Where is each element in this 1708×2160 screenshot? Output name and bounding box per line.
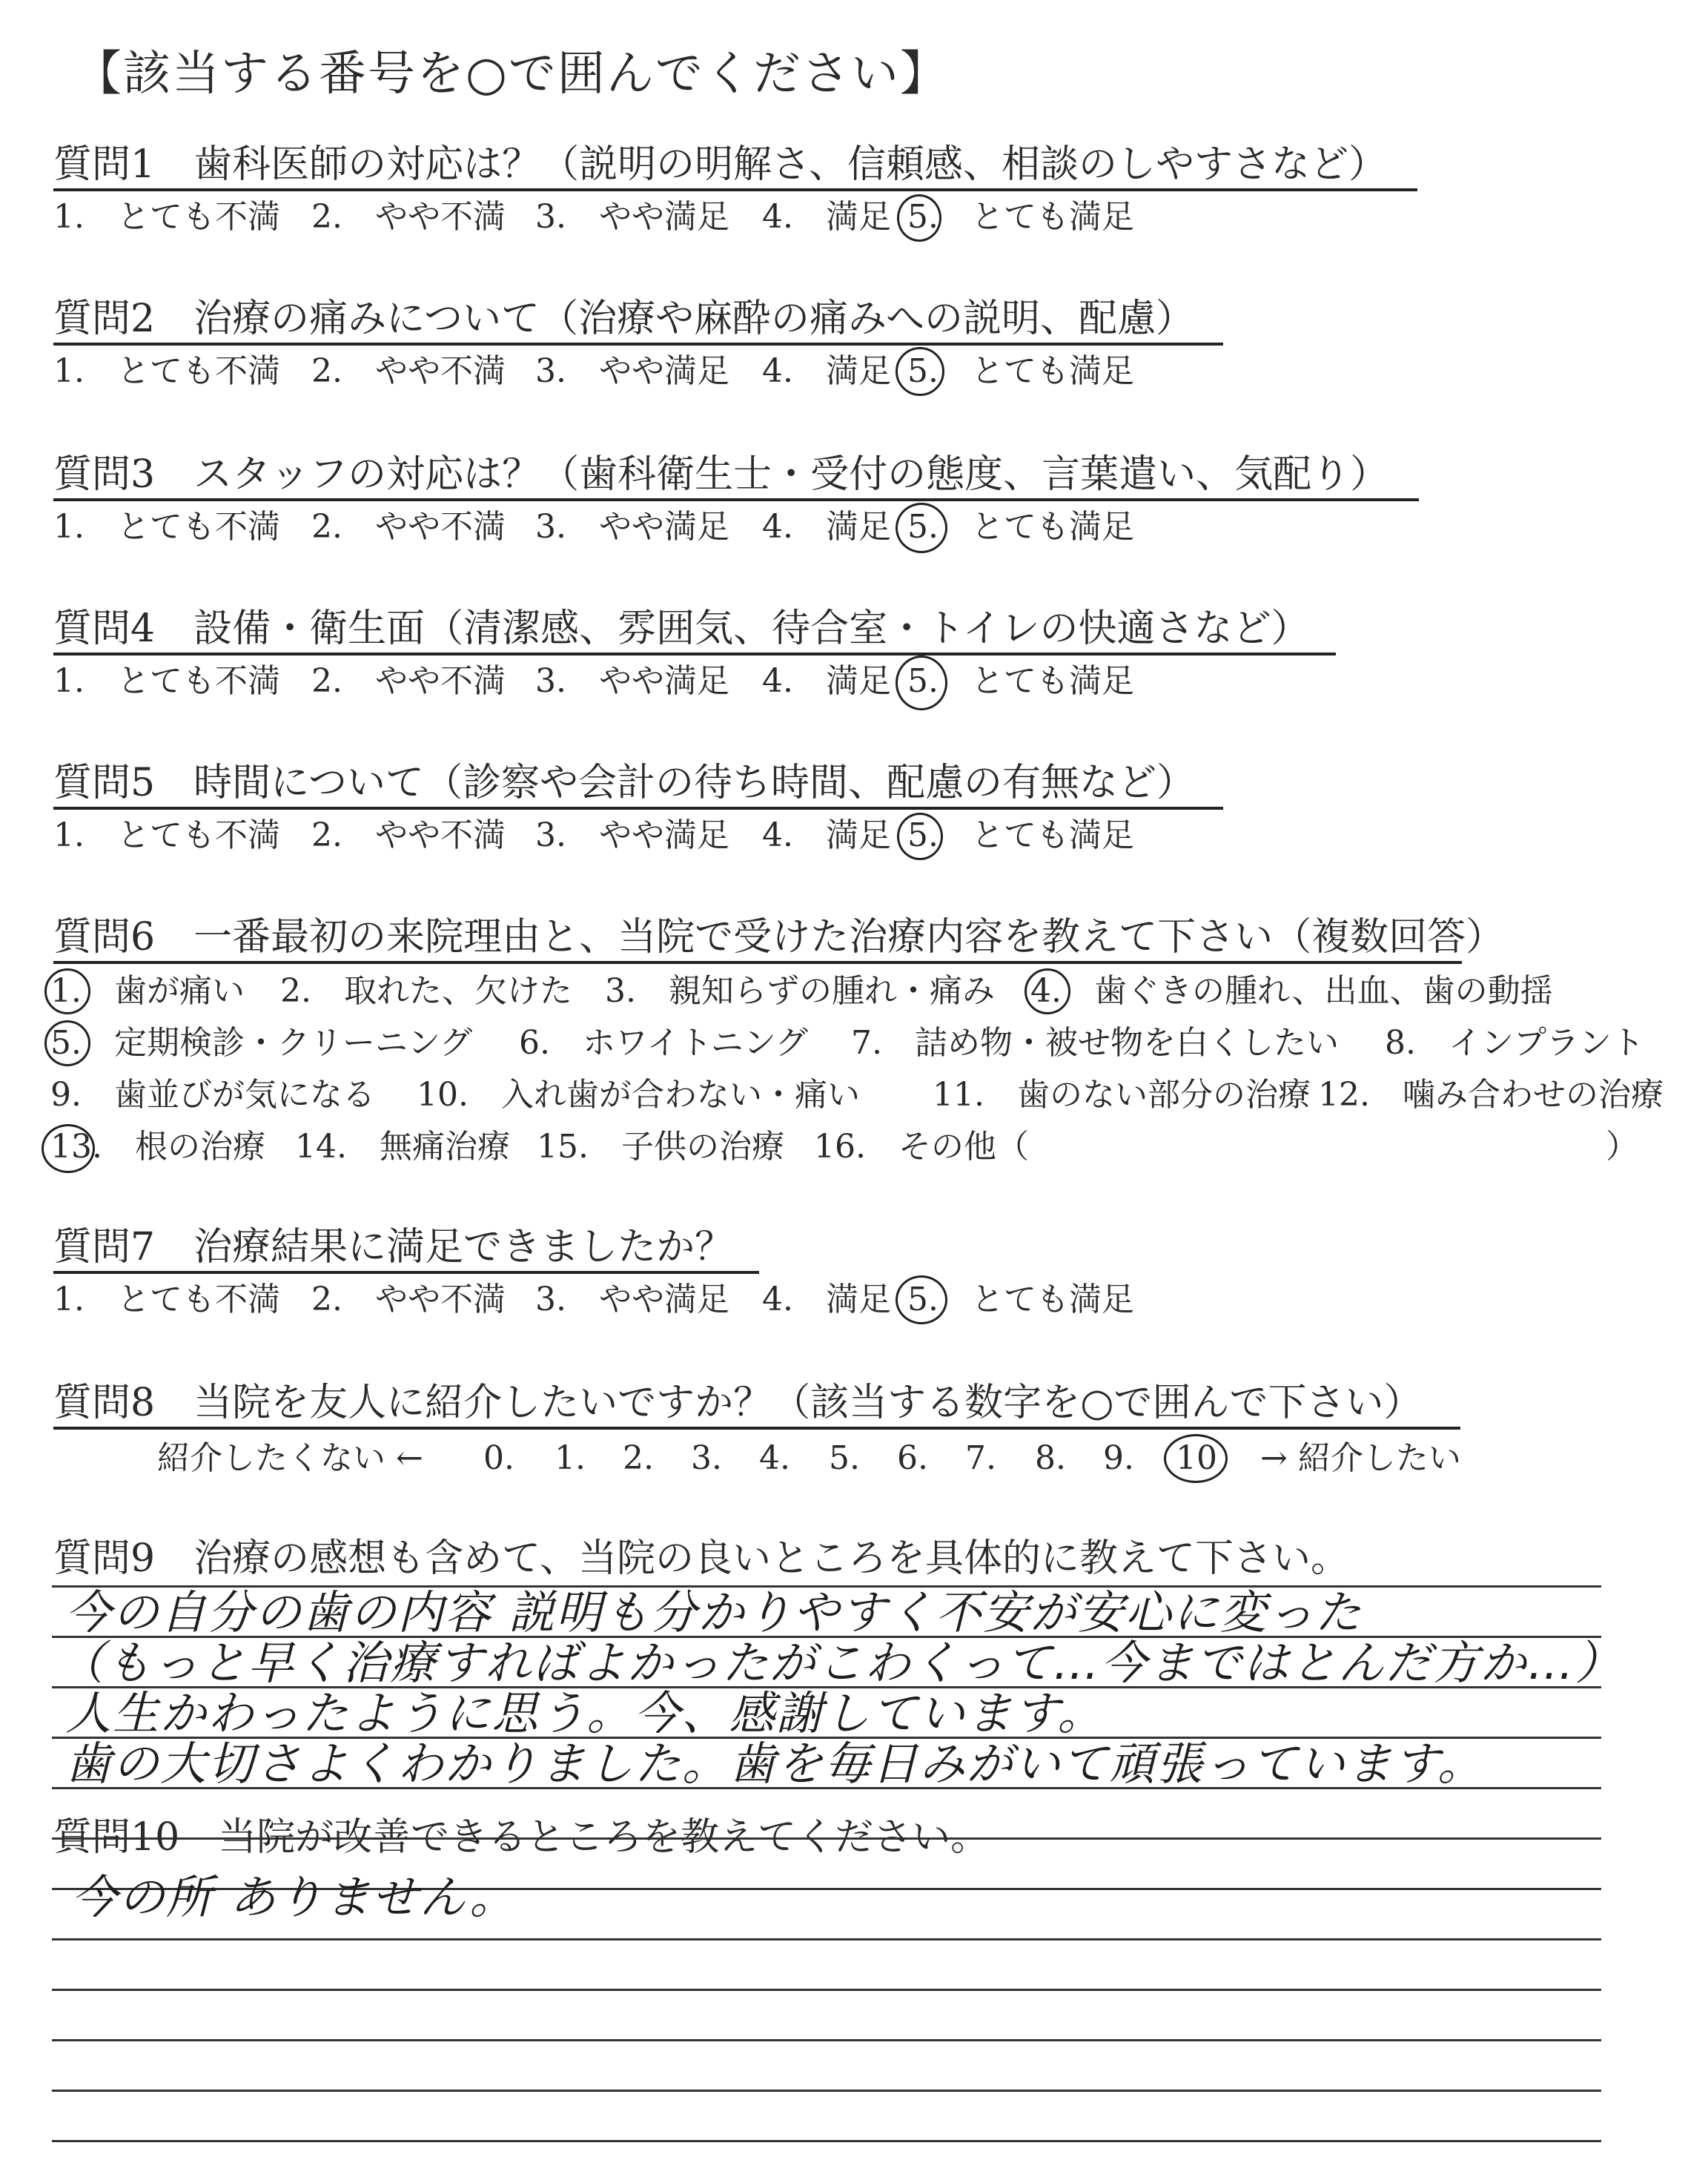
question-7-underline [53, 1271, 759, 1274]
q8-selection-circle [1164, 1434, 1228, 1483]
question-10-title: 質問10 当院が改善できるところを教えてください。 [53, 1815, 990, 1860]
q6-option-13-circle [42, 1124, 95, 1173]
q6-option-4[interactable]: 4. 歯ぐきの腫れ、出血、歯の動揺 [1030, 972, 1553, 1010]
q2-option-1[interactable]: 1. とても不満 [53, 352, 280, 390]
question-6-title: 質問6 一番最初の来院理由と、当院で受けた治療内容を教えて下さい（複数回答） [53, 915, 1505, 960]
q3-option-4[interactable]: 4. 満足 [762, 508, 891, 546]
q1-option-3[interactable]: 3. やや満足 [535, 198, 729, 236]
q8-number-4[interactable]: 4. [759, 1439, 790, 1477]
q9-answer-line [52, 2039, 1601, 2041]
q3-option-2[interactable]: 2. やや不満 [311, 508, 506, 546]
q4-option-4[interactable]: 4. 満足 [762, 662, 891, 700]
q2-option-4[interactable]: 4. 満足 [762, 352, 891, 390]
q8-number-2[interactable]: 2. [623, 1439, 654, 1477]
q8-number-8[interactable]: 8. [1035, 1439, 1066, 1477]
q6-option-15[interactable]: 15. 子供の治療 [537, 1128, 784, 1166]
q2-option-2[interactable]: 2. やや不満 [311, 352, 506, 390]
question-2-title: 質問2 治療の痛みについて（治療や麻酔の痛みへの説明、配慮） [53, 297, 1195, 341]
question-7-title: 質問7 治療結果に満足できましたか？ [53, 1225, 734, 1269]
q8-number-10[interactable]: 10 [1176, 1439, 1217, 1477]
q6-option-3[interactable]: 3. 親知らずの腫れ・痛み [605, 972, 995, 1010]
question-8-title: 質問8 当院を友人に紹介したいですか？（該当する数字を○で囲んで下さい） [53, 1381, 1423, 1425]
q6-option-6[interactable]: 6. ホワイトニング [519, 1024, 809, 1062]
q6-option-9[interactable]: 9. 歯並びが気になる [50, 1076, 375, 1114]
q1-selection-circle [897, 194, 941, 242]
question-6-underline [53, 961, 1462, 964]
q1-option-1[interactable]: 1. とても不満 [53, 198, 280, 236]
q8-number-1[interactable]: 1. [555, 1439, 586, 1477]
question-2-underline [53, 343, 1223, 346]
q8-number-6[interactable]: 6. [897, 1439, 928, 1477]
q6-option-16[interactable]: 16. その他（ [814, 1128, 1029, 1166]
q7-option-1[interactable]: 1. とても不満 [53, 1281, 280, 1318]
q4-option-3[interactable]: 3. やや満足 [535, 662, 729, 700]
q7-selection-circle [896, 1275, 947, 1324]
q3-option-3[interactable]: 3. やや満足 [535, 508, 729, 546]
q6-option-12[interactable]: 12. 噛み合わせの治療 [1318, 1076, 1664, 1114]
q5-option-1[interactable]: 1. とても不満 [53, 816, 280, 854]
q6-option-1-circle [44, 968, 90, 1014]
q9-answer-line [52, 2090, 1601, 2092]
q7-option-2[interactable]: 2. やや不満 [311, 1281, 506, 1318]
q1-option-5[interactable]: 5. とても満足 [907, 198, 1134, 236]
q3-selection-circle [896, 503, 947, 553]
q8-number-0[interactable]: 0. [483, 1439, 514, 1477]
q3-option-5[interactable]: 5. とても満足 [907, 508, 1134, 546]
q9-handwritten-line-4: 歯の大切さよくわかりました。歯を毎日みがいて頑張っています。 [65, 1737, 1486, 1791]
q6-other-close-paren: ） [1606, 1128, 1638, 1166]
q5-option-2[interactable]: 2. やや不満 [311, 816, 506, 854]
q5-option-4[interactable]: 4. 満足 [762, 816, 891, 854]
q8-number-7[interactable]: 7. [965, 1439, 996, 1477]
question-9-title: 質問9 治療の感想も含めて、当院の良いところを具体的に教えて下さい。 [53, 1536, 1350, 1581]
q6-option-2[interactable]: 2. 取れた、欠けた [280, 972, 572, 1010]
q5-option-5[interactable]: 5. とても満足 [907, 816, 1134, 854]
q6-option-13[interactable]: 13. 根の治療 [50, 1128, 265, 1166]
q9-handwritten-line-1: 今の自分の歯の内容 説明も分かりやすく不安が安心に変った [65, 1585, 1363, 1639]
q5-selection-circle [897, 813, 943, 860]
question-3-title: 質問3 スタッフの対応は？（歯科衛生士・受付の態度、言葉遣い、気配り） [53, 452, 1389, 497]
q4-option-2[interactable]: 2. やや不満 [311, 662, 506, 700]
q8-number-3[interactable]: 3. [691, 1439, 722, 1477]
q6-option-7[interactable]: 7. 詰め物・被せ物を白くしたい [851, 1024, 1339, 1062]
q2-selection-circle [896, 347, 944, 396]
q6-option-5-circle [44, 1020, 90, 1066]
question-1-underline [53, 188, 1417, 191]
q6-option-5[interactable]: 5. 定期検診・クリーニング [50, 1024, 473, 1062]
q1-option-4[interactable]: 4. 満足 [762, 198, 891, 236]
question-5-title: 質問5 時間について（診察や会計の待ち時間、配慮の有無など） [53, 761, 1196, 805]
q7-option-4[interactable]: 4. 満足 [762, 1281, 891, 1318]
q2-option-3[interactable]: 3. やや満足 [535, 352, 729, 390]
q7-option-3[interactable]: 3. やや満足 [535, 1281, 729, 1318]
q8-left-label: 紹介したくない ← [157, 1439, 423, 1477]
q10-handwritten-line-1: 今の所 ありません。 [71, 1870, 517, 1924]
q9-answer-line [52, 2140, 1601, 2142]
q5-option-3[interactable]: 3. やや満足 [535, 816, 729, 854]
q9-handwritten-line-3: 人生かわったように思う。今、感謝しています。 [65, 1686, 1105, 1740]
q1-option-2[interactable]: 2. やや不満 [311, 198, 506, 236]
q9-answer-line [52, 1938, 1601, 1941]
q2-option-5[interactable]: 5. とても満足 [907, 352, 1134, 390]
q9-handwritten-line-2: （もっと早く治療すればよかったがこわくって…今まではとんだ方か…） [58, 1636, 1623, 1690]
question-8-underline [53, 1427, 1460, 1430]
q4-option-1[interactable]: 1. とても不満 [53, 662, 280, 700]
question-4-title: 質問4 設備・衛生面（清潔感、雰囲気、待合室・トイレの快適さなど） [53, 607, 1310, 651]
q8-number-9[interactable]: 9. [1103, 1439, 1134, 1477]
q4-option-5[interactable]: 5. とても満足 [907, 662, 1134, 700]
q6-option-4-circle [1025, 968, 1070, 1014]
question-3-underline [53, 498, 1419, 501]
q6-option-1[interactable]: 1. 歯が痛い [50, 972, 245, 1010]
page-title: 【該当する番号を○で囲んでください】 [74, 47, 949, 102]
q6-option-14[interactable]: 14. 無痛治療 [295, 1128, 510, 1166]
q4-selection-circle [896, 655, 947, 710]
q6-option-10[interactable]: 10. 入れ歯が合わない・痛い [417, 1076, 860, 1114]
q6-option-8[interactable]: 8. インプラント [1385, 1024, 1644, 1062]
question-5-underline [53, 807, 1223, 810]
q7-option-5[interactable]: 5. とても満足 [907, 1281, 1134, 1318]
q6-option-11[interactable]: 11. 歯のない部分の治療 [933, 1076, 1311, 1114]
q8-number-5[interactable]: 5. [829, 1439, 860, 1477]
question-1-title: 質問1 歯科医師の対応は？（説明の明解さ、信頼感、相談のしやすさなど） [53, 142, 1388, 187]
q8-right-label: → 紹介したい [1260, 1439, 1461, 1477]
q9-answer-line [52, 1989, 1601, 1991]
q3-option-1[interactable]: 1. とても不満 [53, 508, 280, 546]
question-4-underline [53, 653, 1336, 655]
